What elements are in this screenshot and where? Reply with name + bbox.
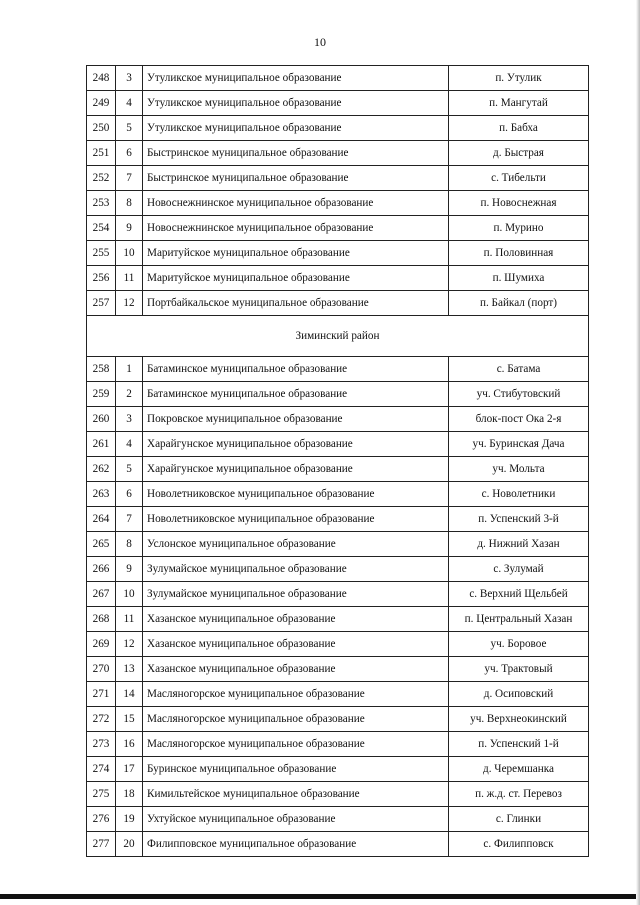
table-row: [87, 507, 589, 532]
row-subnumber: 13: [116, 657, 143, 682]
row-subnumber: 14: [116, 682, 143, 707]
table-row: [87, 66, 589, 91]
row-number: 263: [87, 482, 116, 507]
municipality-name: Зулумайское муниципальное образование: [143, 582, 449, 607]
row-subnumber: 6: [116, 141, 143, 166]
row-subnumber: 2: [116, 382, 143, 407]
settlements-table: [86, 65, 589, 857]
row-number: 267: [87, 582, 116, 607]
scan-right-edge: [636, 0, 640, 905]
settlement-name: п. Шумиха: [449, 266, 589, 291]
settlement-name: с. Верхний Щельбей: [449, 582, 589, 607]
table-row: [87, 382, 589, 407]
settlement-name: уч. Верхнеокинский: [449, 707, 589, 732]
row-subnumber: 19: [116, 807, 143, 832]
row-number: 255: [87, 241, 116, 266]
row-subnumber: 10: [116, 582, 143, 607]
row-subnumber: 9: [116, 557, 143, 582]
row-number: 258: [87, 357, 116, 382]
settlement-name: п. Половинная: [449, 241, 589, 266]
settlement-name: п. Успенский 1-й: [449, 732, 589, 757]
municipality-name: Масляногорское муниципальное образование: [143, 707, 449, 732]
settlement-name: уч. Боровое: [449, 632, 589, 657]
section-title: Зиминский район: [87, 316, 589, 357]
row-subnumber: 7: [116, 507, 143, 532]
municipality-name: Утуликское муниципальное образование: [143, 116, 449, 141]
municipality-name: Масляногорское муниципальное образование: [143, 682, 449, 707]
municipality-name: Утуликское муниципальное образование: [143, 66, 449, 91]
settlement-name: с. Новолетники: [449, 482, 589, 507]
table-row: [87, 657, 589, 682]
municipality-name: Новолетниковское муниципальное образование: [143, 482, 449, 507]
row-number: 265: [87, 532, 116, 557]
settlement-name: п. Бабха: [449, 116, 589, 141]
table-row: [87, 707, 589, 732]
settlement-name: с. Глинки: [449, 807, 589, 832]
row-number: 268: [87, 607, 116, 632]
row-subnumber: 4: [116, 91, 143, 116]
settlement-name: уч. Трактовый: [449, 657, 589, 682]
table-row: [87, 457, 589, 482]
settlement-name: уч. Стибутовский: [449, 382, 589, 407]
settlement-name: п. Центральный Хазан: [449, 607, 589, 632]
row-number: 249: [87, 91, 116, 116]
municipality-name: Услонское муниципальное образование: [143, 532, 449, 557]
settlement-name: д. Быстрая: [449, 141, 589, 166]
row-number: 252: [87, 166, 116, 191]
row-number: 250: [87, 116, 116, 141]
row-number: 277: [87, 832, 116, 857]
row-number: 264: [87, 507, 116, 532]
municipality-name: Маритуйское муниципальное образование: [143, 266, 449, 291]
row-subnumber: 11: [116, 266, 143, 291]
table-row: [87, 632, 589, 657]
row-number: 248: [87, 66, 116, 91]
row-subnumber: 12: [116, 291, 143, 316]
table-body-top: [87, 66, 589, 316]
row-subnumber: 17: [116, 757, 143, 782]
row-subnumber: 5: [116, 116, 143, 141]
settlement-name: п. ж.д. ст. Перевоз: [449, 782, 589, 807]
table-row: [87, 557, 589, 582]
row-subnumber: 12: [116, 632, 143, 657]
municipality-name: Покровское муниципальное образование: [143, 407, 449, 432]
row-number: 262: [87, 457, 116, 482]
municipality-name: Масляногорское муниципальное образование: [143, 732, 449, 757]
table-row: [87, 191, 589, 216]
settlement-name: с. Тибельти: [449, 166, 589, 191]
row-number: 269: [87, 632, 116, 657]
settlement-name: д. Черемшанка: [449, 757, 589, 782]
row-number: 266: [87, 557, 116, 582]
row-subnumber: 15: [116, 707, 143, 732]
municipality-name: Хазанское муниципальное образование: [143, 607, 449, 632]
row-number: 272: [87, 707, 116, 732]
row-subnumber: 10: [116, 241, 143, 266]
scan-bottom-edge: [0, 894, 640, 899]
table-row: [87, 482, 589, 507]
row-subnumber: 3: [116, 66, 143, 91]
table-row: [87, 266, 589, 291]
row-number: 254: [87, 216, 116, 241]
settlement-name: п. Байкал (порт): [449, 291, 589, 316]
table-row: [87, 407, 589, 432]
row-number: 270: [87, 657, 116, 682]
settlement-name: п. Успенский 3-й: [449, 507, 589, 532]
row-number: 253: [87, 191, 116, 216]
row-subnumber: 20: [116, 832, 143, 857]
row-number: 273: [87, 732, 116, 757]
table-row: [87, 291, 589, 316]
settlement-name: д. Нижний Хазан: [449, 532, 589, 557]
table-row: [87, 216, 589, 241]
settlement-name: п. Утулик: [449, 66, 589, 91]
table-row: [87, 757, 589, 782]
municipality-name: Батаминское муниципальное образование: [143, 382, 449, 407]
row-subnumber: 5: [116, 457, 143, 482]
municipality-name: Утуликское муниципальное образование: [143, 91, 449, 116]
municipality-name: Маритуйское муниципальное образование: [143, 241, 449, 266]
municipality-name: Новоснежнинское муниципальное образование: [143, 216, 449, 241]
table-row: [87, 432, 589, 457]
table-row: [87, 607, 589, 632]
table-row: [87, 582, 589, 607]
settlement-name: блок-пост Ока 2-я: [449, 407, 589, 432]
row-number: 257: [87, 291, 116, 316]
table-row: [87, 732, 589, 757]
row-subnumber: 3: [116, 407, 143, 432]
table-row: [87, 116, 589, 141]
table-row: [87, 241, 589, 266]
row-number: 261: [87, 432, 116, 457]
row-subnumber: 18: [116, 782, 143, 807]
row-number: 271: [87, 682, 116, 707]
table-row: [87, 832, 589, 857]
row-number: 251: [87, 141, 116, 166]
settlement-name: с. Филипповск: [449, 832, 589, 857]
municipality-name: Хазанское муниципальное образование: [143, 657, 449, 682]
table-row: [87, 141, 589, 166]
municipality-name: Харайгунское муниципальное образование: [143, 432, 449, 457]
row-number: 276: [87, 807, 116, 832]
row-number: 274: [87, 757, 116, 782]
row-subnumber: 8: [116, 532, 143, 557]
row-number: 259: [87, 382, 116, 407]
row-number: 260: [87, 407, 116, 432]
settlement-name: с. Батама: [449, 357, 589, 382]
row-subnumber: 6: [116, 482, 143, 507]
row-subnumber: 16: [116, 732, 143, 757]
municipality-name: Быстринское муниципальное образование: [143, 141, 449, 166]
municipality-name: Портбайкальское муниципальное образование: [143, 291, 449, 316]
table-row: [87, 782, 589, 807]
municipality-name: Кимильтейское муниципальное образование: [143, 782, 449, 807]
table-row: [87, 357, 589, 382]
table-row: [87, 807, 589, 832]
table-row: [87, 91, 589, 116]
row-subnumber: 11: [116, 607, 143, 632]
table-section: [87, 316, 589, 357]
row-subnumber: 4: [116, 432, 143, 457]
settlement-name: п. Мангутай: [449, 91, 589, 116]
settlement-name: уч. Мольта: [449, 457, 589, 482]
municipality-name: Быстринское муниципальное образование: [143, 166, 449, 191]
municipality-name: Новолетниковское муниципальное образование: [143, 507, 449, 532]
municipality-name: Ухтуйское муниципальное образование: [143, 807, 449, 832]
table-body-bottom: [87, 357, 589, 857]
municipality-name: Буринское муниципальное образование: [143, 757, 449, 782]
page-number: 10: [314, 35, 326, 49]
settlement-name: д. Осиповский: [449, 682, 589, 707]
municipality-name: Новоснежнинское муниципальное образование: [143, 191, 449, 216]
row-subnumber: 8: [116, 191, 143, 216]
settlement-name: уч. Буринская Дача: [449, 432, 589, 457]
municipality-name: Филипповское муниципальное образование: [143, 832, 449, 857]
municipality-name: Хазанское муниципальное образование: [143, 632, 449, 657]
row-number: 275: [87, 782, 116, 807]
section-row: [87, 316, 589, 357]
municipality-name: Батаминское муниципальное образование: [143, 357, 449, 382]
municipality-name: Зулумайское муниципальное образование: [143, 557, 449, 582]
row-subnumber: 1: [116, 357, 143, 382]
settlement-name: с. Зулумай: [449, 557, 589, 582]
row-number: 256: [87, 266, 116, 291]
table-row: [87, 682, 589, 707]
row-subnumber: 9: [116, 216, 143, 241]
municipality-name: Харайгунское муниципальное образование: [143, 457, 449, 482]
table-row: [87, 532, 589, 557]
settlement-name: п. Мурино: [449, 216, 589, 241]
row-subnumber: 7: [116, 166, 143, 191]
settlement-name: п. Новоснежная: [449, 191, 589, 216]
table-row: [87, 166, 589, 191]
